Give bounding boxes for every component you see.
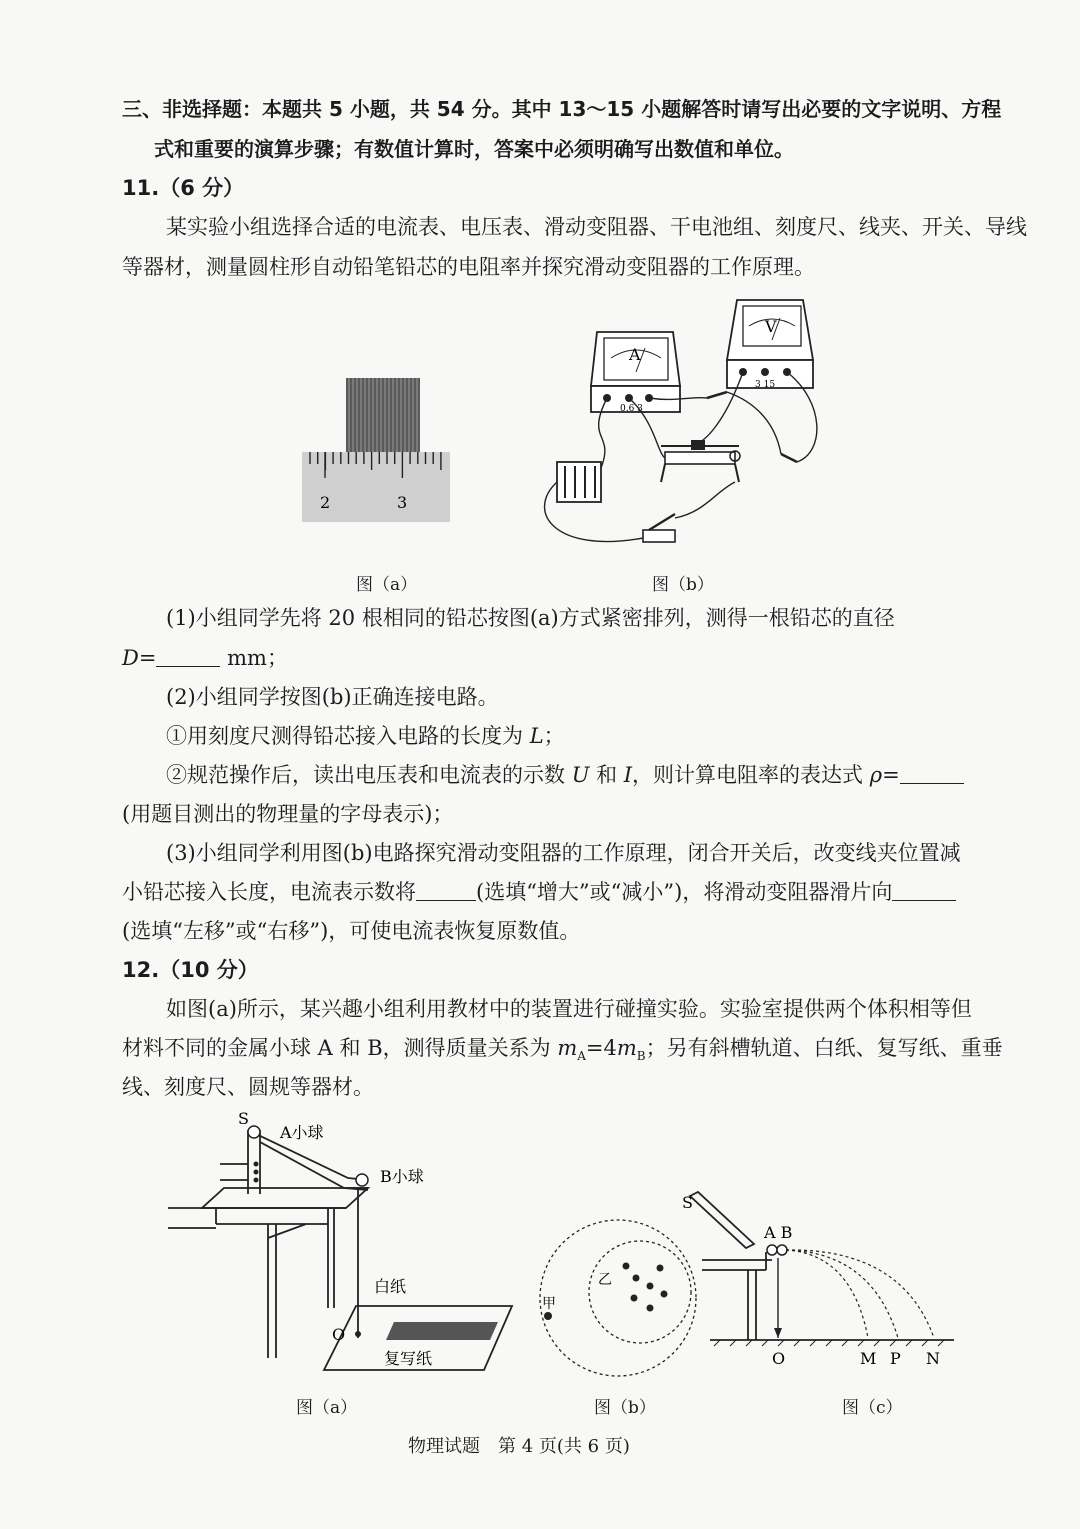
fig-c-label-P: P: [890, 1349, 901, 1368]
fig-c-label-O: O: [772, 1349, 786, 1368]
ball-b-mark: [356, 1174, 368, 1186]
voltmeter-label: V: [765, 317, 777, 336]
q11-part1-line-1: (1)小组同学先将 20 根相同的铅芯按图(a)方式紧密排列，测得一根铅芯的直径: [166, 606, 895, 630]
q11-part1-line-2: D= mm；: [122, 646, 288, 670]
q11-figure-b-caption: 图（b）: [652, 575, 714, 595]
wire-clip-2: [781, 454, 797, 462]
answer-blank-slider-direction[interactable]: [892, 878, 956, 901]
q11-figure-b-circuit: [525, 292, 835, 560]
battery-pack: [557, 462, 601, 502]
fig-a-label-ball-b: B小球: [380, 1167, 424, 1186]
q12-header: 12.（10 分）: [122, 958, 259, 982]
q11-intro-line-2: 等器材，测量圆柱形自动铅笔铅芯的电阻率并探究滑动变阻器的工作原理。: [122, 255, 815, 279]
section-heading-line-1: 三、非选择题：本题共 5 小题，共 54 分。其中 13～15 小题解答时请写出必要的文字说明、方程: [122, 97, 1002, 121]
wire-clip-1: [707, 392, 727, 398]
fig-b-label-jia: 甲: [542, 1296, 556, 1312]
voltmeter-terminals: 3 15: [755, 380, 776, 390]
fig-c-label-M: M: [860, 1349, 877, 1368]
ball-b: [777, 1245, 787, 1255]
fig-b-label-yi: 乙: [598, 1272, 612, 1288]
ruler-tick-label-2: 2: [320, 493, 331, 512]
ammeter-terminals: 0.6 3: [620, 404, 643, 414]
ammeter: [591, 332, 680, 414]
fig-a-label-O: O: [332, 1325, 346, 1344]
q11-intro-line-1: 某实验小组选择合适的电流表、电压表、滑动变阻器、干电池组、刻度尺、线夹、开关、导线: [166, 215, 1027, 239]
rheostat: [661, 440, 740, 482]
ball-a: [767, 1245, 777, 1255]
section-heading-line-2: 式和重要的演算步骤；有数值计算时，答案中必须明确写出数值和单位。: [154, 137, 794, 161]
q12-intro-line-3: 线、刻度尺、圆规等器材。: [122, 1075, 374, 1099]
ruler-tick-label-3: 3: [397, 493, 408, 512]
fig-a-label-S: S: [238, 1109, 249, 1128]
q12-figure-b-caption: 图（b）: [594, 1398, 656, 1418]
q11-figure-a-caption: 图（a）: [356, 575, 418, 595]
page-footer: 物理试题 第 4 页(共 6 页): [408, 1436, 630, 1457]
q12-figure-c-trajectories: [672, 1188, 958, 1378]
fig-a-label-carbon: 复写纸: [384, 1349, 433, 1368]
fig-c-label-S: S: [682, 1193, 693, 1212]
q11-part3-line-1: (3)小组同学利用图(b)电路探究滑动变阻器的工作原理，闭合开关后，改变线夹位置减: [166, 841, 961, 865]
q11-part2-note: (用题目测出的物理量的字母表示)；: [122, 802, 454, 826]
q11-part2-step2: ②规范操作后，读出电压表和电流表的示数 U 和 I，则计算电阻率的表达式 ρ=: [166, 760, 964, 790]
ammeter-label: A: [629, 345, 641, 364]
q11-part2-step1: ①用刻度尺测得铅芯接入电路的长度为 L；: [166, 724, 565, 748]
q11-figure-a-ruler: [300, 378, 452, 524]
fig-c-label-N: N: [926, 1349, 940, 1368]
answer-blank-diameter[interactable]: [156, 644, 220, 667]
q11-header: 11.（6 分）: [122, 176, 245, 200]
ground-hatching: [714, 1340, 944, 1346]
fig-c-label-AB: A B: [764, 1223, 793, 1242]
q11-part2: (2)小组同学按图(b)正确连接电路。: [166, 685, 499, 709]
q11-part3-line-3: (选填“左移”或“右移”)，可使电流表恢复原数值。: [122, 919, 581, 943]
answer-blank-resistivity[interactable]: [900, 761, 964, 784]
carbon-paper-strip: [386, 1322, 498, 1340]
voltmeter: [727, 300, 813, 390]
fig-a-label-ball-a: A小球: [280, 1123, 324, 1142]
q12-intro-line-1: 如图(a)所示，某兴趣小组利用教材中的装置进行碰撞实验。实验室提供两个体积相等但: [166, 997, 972, 1021]
switch: [643, 514, 675, 542]
trajectory-curves: [786, 1250, 934, 1338]
answer-blank-current-change[interactable]: [416, 878, 476, 901]
fig-a-label-paper: 白纸: [374, 1277, 407, 1296]
q12-figure-a-caption: 图（a）: [296, 1398, 358, 1418]
q12-figure-c-caption: 图（c）: [842, 1398, 903, 1418]
ball-a-mark: [248, 1126, 260, 1138]
var-D: D: [122, 646, 139, 670]
q12-intro-line-2: 材料不同的金属小球 A 和 B，测得质量关系为 $m_A=4m_B$；另有斜槽轨道、白纸、复写纸、重垂: [122, 1036, 1003, 1064]
q11-part3-line-2: 小铅芯接入长度，电流表示数将 (选填“增大”或“减小”)，将滑动变阻器滑片向: [122, 877, 956, 907]
q12-figure-a-apparatus: [168, 1108, 520, 1388]
